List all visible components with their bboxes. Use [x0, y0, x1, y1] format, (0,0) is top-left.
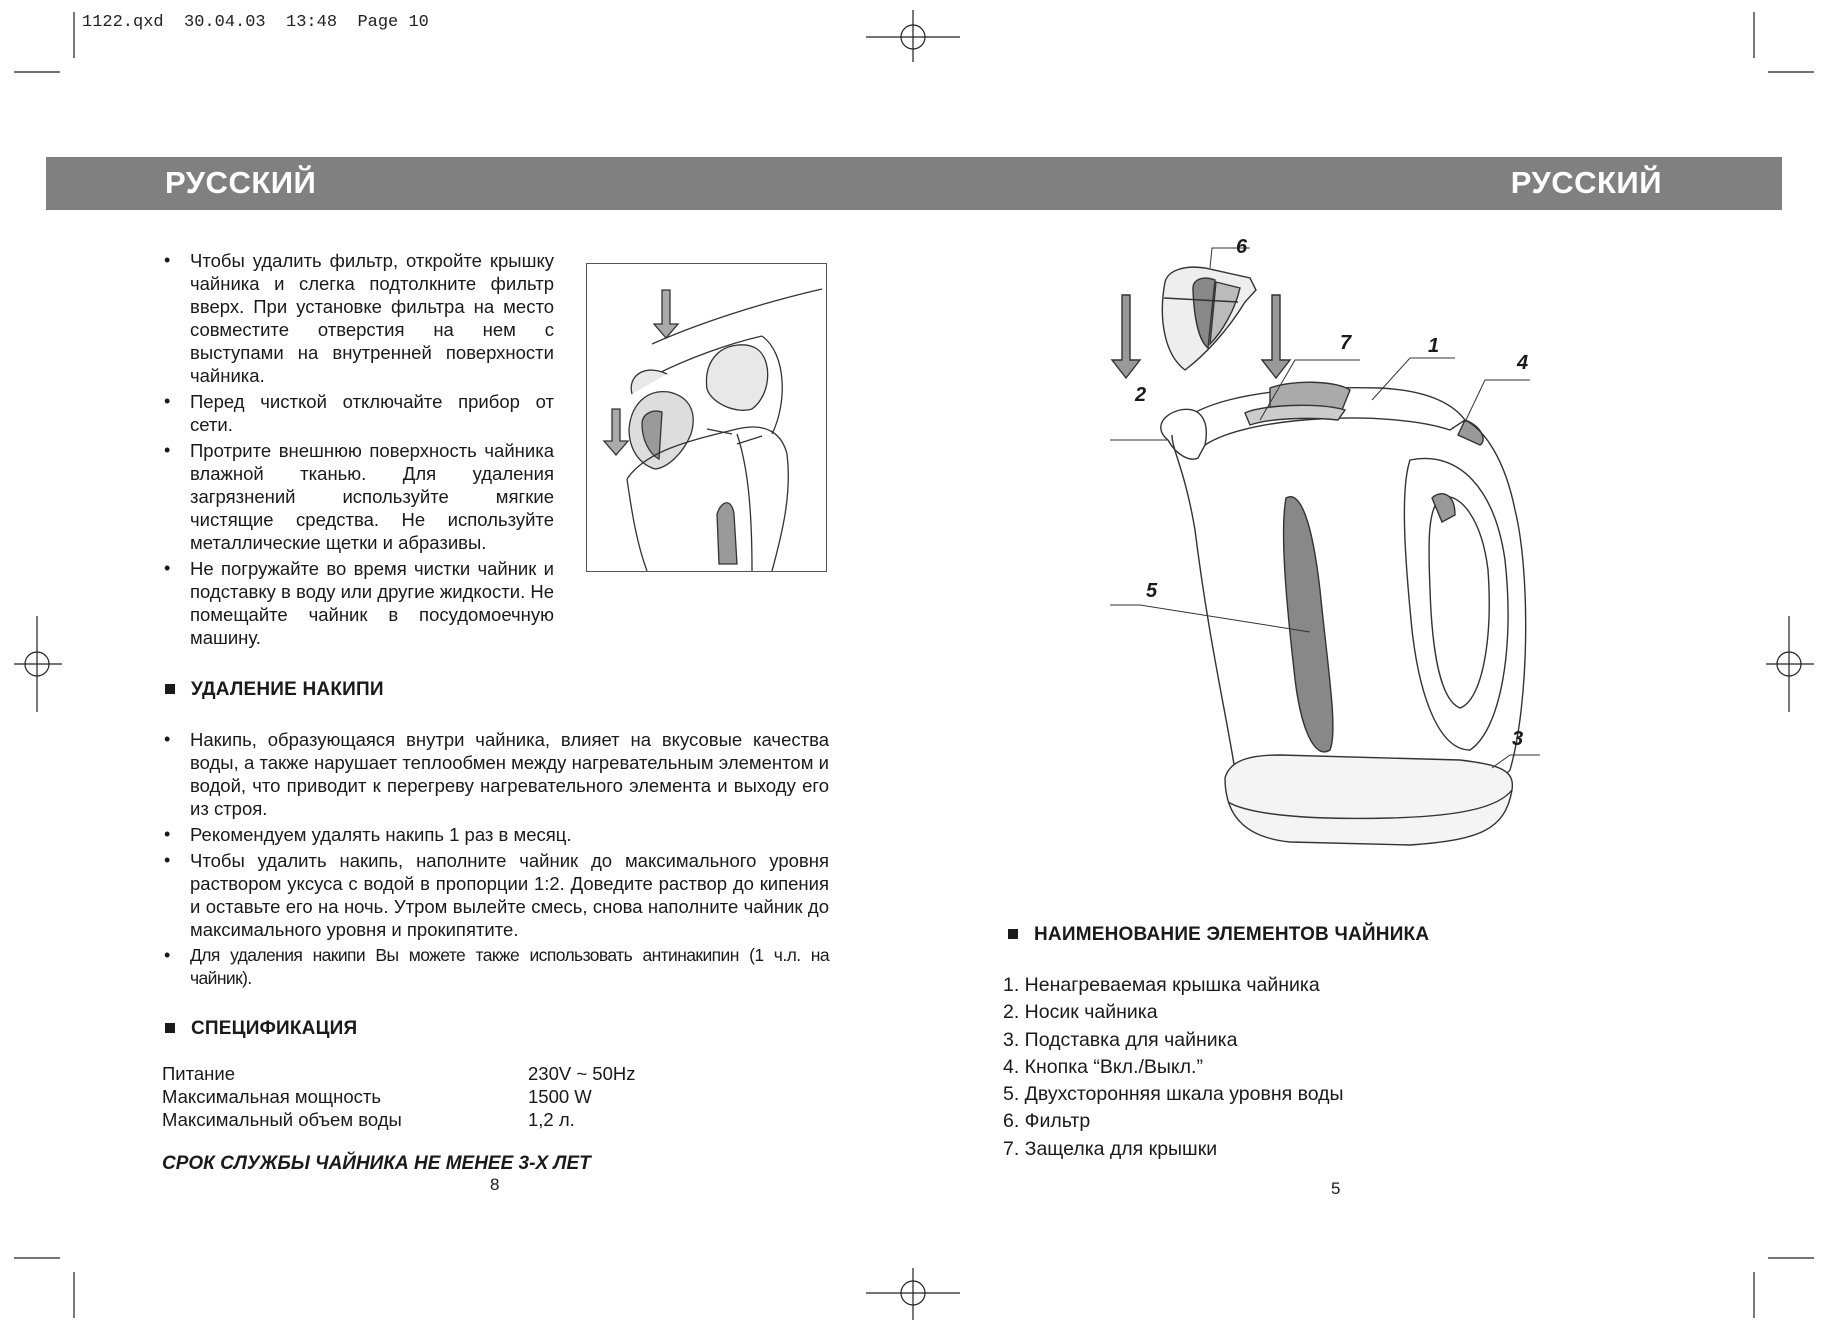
page-number-right: 5	[1331, 1179, 1341, 1198]
callout-2: 2	[1135, 384, 1147, 406]
square-bullet-icon	[165, 684, 175, 694]
spec-label: Максимальный объем воды	[162, 1109, 402, 1130]
callout-5: 5	[1146, 580, 1158, 602]
list-item: • Протрите внешнюю поверхность чайника влажной тканью. Для удаления загрязнений используйте мягкие чистящие средства. Не используйте металлические щетки и абразивы.	[162, 439, 554, 554]
table-row	[162, 1085, 635, 1108]
list-item: • Чтобы удалить фильтр, откройте крышку чайника и слегка подтолкните фильтр вверх. При установке фильтра на место совместите отверстия на нем с выступами на внутренней поверхности чайника.	[162, 249, 554, 387]
spec-label: Питание	[162, 1063, 236, 1084]
list-item: • Рекомендуем удалять накипь 1 раз в месяц.	[162, 823, 829, 846]
list-item: • Для удаления накипи Вы можете также использовать антинакипин (1 ч.л. на чайник).	[162, 944, 829, 990]
list-item: • Не погружайте во время чистки чайник и подставку в воду или другие жидкости. Не помещайте чайник в посудомоечную машину.	[162, 557, 554, 649]
page-number-left: 8	[490, 1175, 500, 1194]
list-item: 7. Защелка для крышки	[1003, 1137, 1218, 1160]
parts-heading: НАИМЕНОВАНИЕ ЭЛЕМЕНТОВ ЧАЙНИКА	[1008, 924, 1429, 946]
list-item: 1. Ненагреваемая крышка чайника	[1003, 974, 1320, 996]
print-slug: 1122.qxd 30.04.03 13:48 Page 10	[82, 13, 429, 32]
language-header-band	[46, 157, 1782, 210]
descale-heading: УДАЛЕНИЕ НАКИПИ	[165, 679, 384, 701]
list-item: 4. Кнопка “Вкл./Выкл.”	[1003, 1055, 1203, 1078]
filter-removal-illustration	[586, 263, 827, 572]
square-bullet-icon	[1008, 929, 1018, 939]
callout-1: 1	[1428, 335, 1440, 357]
table-row	[162, 1062, 635, 1085]
spec-value: 230V ~ 50Hz	[528, 1063, 636, 1084]
callout-3: 3	[1512, 728, 1524, 750]
list-item: • Накипь, образующаяся внутри чайника, влияет на вкусовые качества воды, а также нарушает теплообмен между нагревательным элементом и водой, что приводит к перегреву нагревательного элемента и выходу его из строя.	[162, 728, 829, 820]
parts-list	[1003, 972, 1344, 1163]
callout-6: 6	[1236, 236, 1248, 258]
service-life-note: СРОК СЛУЖБЫ ЧАЙНИКА НЕ МЕНЕЕ 3-Х ЛЕТ	[162, 1153, 591, 1174]
spec-value: 1500 W	[528, 1086, 592, 1107]
callout-4: 4	[1517, 352, 1529, 374]
list-item: • Перед чисткой отключайте прибор от сети.	[162, 390, 554, 436]
descale-instructions-list	[162, 728, 829, 993]
square-bullet-icon	[165, 1023, 175, 1033]
header-title-right: РУССКИЙ	[1510, 165, 1662, 200]
spec-label: Максимальная мощность	[162, 1086, 381, 1107]
list-item: 3. Подставка для чайника	[1003, 1028, 1238, 1051]
specification-heading: СПЕЦИФИКАЦИЯ	[165, 1018, 357, 1040]
header-title-left: РУССКИЙ	[165, 165, 317, 200]
list-item: 6. Фильтр	[1003, 1110, 1091, 1133]
specification-table	[162, 1062, 635, 1131]
table-row	[162, 1108, 635, 1131]
callout-7: 7	[1340, 332, 1352, 354]
cleaning-instructions-list	[162, 249, 554, 652]
list-item: • Чтобы удалить накипь, наполните чайник до максимального уровня раствором уксуса с водой в пропорции 1:2. Доведите раствор до кипения и оставьте его на ночь. Утром вылейте смесь, снова наполните чайник до максимального уровня и прокипятите.	[162, 849, 829, 941]
spec-value: 1,2 л.	[528, 1109, 575, 1130]
kettle-diagram	[1110, 230, 1570, 860]
list-item: 2. Носик чайника	[1003, 1001, 1158, 1024]
list-item: 5. Двухсторонняя шкала уровня воды	[1003, 1083, 1344, 1106]
